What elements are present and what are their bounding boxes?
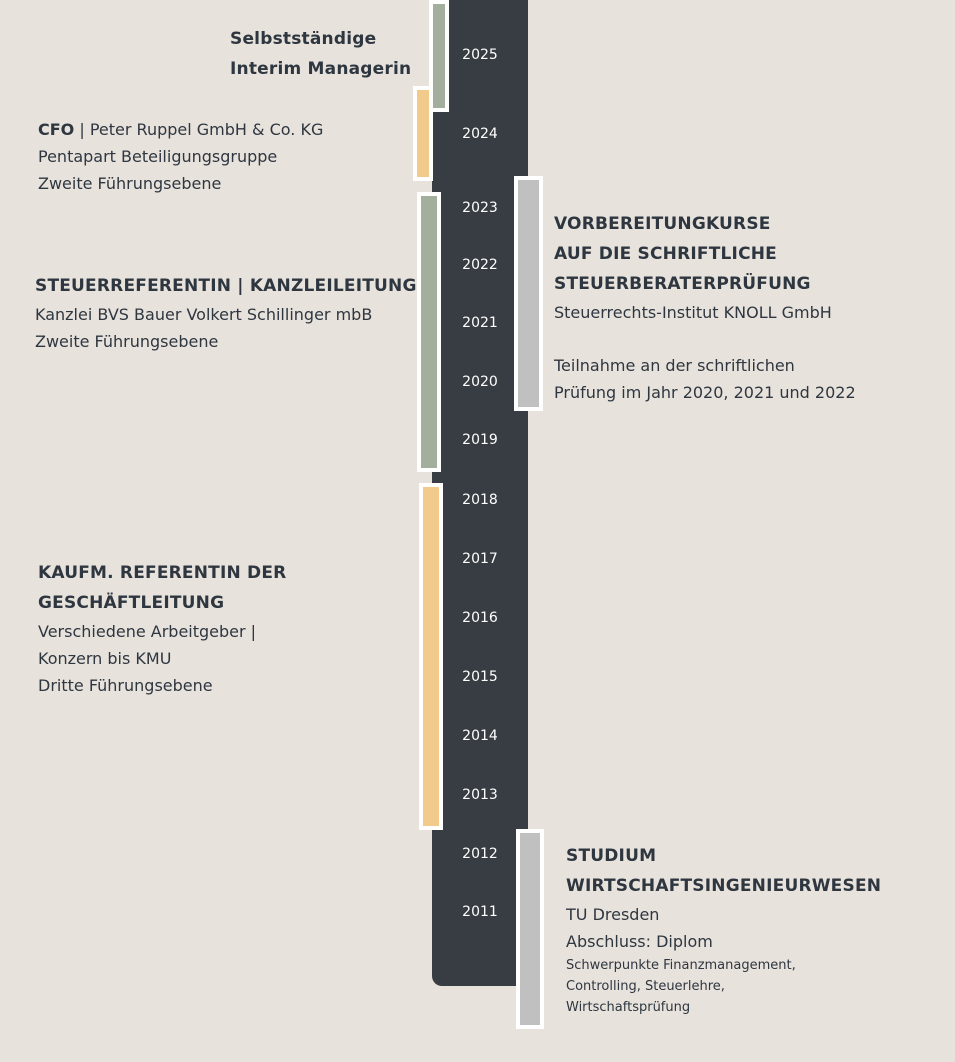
entry-line: Kanzlei BVS Bauer Volkert Schillinger mbB [35,305,373,324]
entry-detail: Wirtschaftsprüfung [566,1000,691,1015]
entry-title: WIRTSCHAFTSINGENIEURWESEN [566,876,882,896]
entry-line: Teilnahme an der schriftlichen [554,356,795,375]
entry-line: Steuerrechts-Institut KNOLL GmbH [554,303,832,322]
year-2012: 2012 [462,846,498,862]
year-2015: 2015 [462,669,498,685]
year-2022: 2022 [462,257,498,273]
entry-cfo [38,116,323,197]
year-2013: 2013 [462,787,498,803]
entry-title: GESCHÄFTLEITUNG [38,593,225,613]
entry-studium [566,841,881,1018]
entry-title: AUF DIE SCHRIFTLICHE [554,244,777,264]
entry-line: Zweite Führungsebene [35,332,219,351]
year-2024: 2024 [462,126,498,142]
entry-title: KAUFM. REFERENTIN DER [38,563,287,583]
entry-line: Abschluss: Diplom [566,932,713,951]
entry-company: | Peter Ruppel GmbH & Co. KG [74,120,324,139]
entry-title: CFO [38,120,75,139]
entry-line: Zweite Führungsebene [38,174,222,193]
year-2025: 2025 [462,47,498,63]
entry-line: Verschiedene Arbeitgeber | [38,622,257,641]
entry-line: TU Dresden [566,905,660,924]
entry-line: Konzern bis KMU [38,649,172,668]
entry-title: Selbstständige [230,29,377,49]
entry-interim [230,24,411,84]
bar-vorbereitungskurse [514,176,543,411]
entry-title: VORBEREITUNGKURSE [554,214,771,234]
entry-title: Interim Managerin [230,59,412,79]
entry-steuerreferentin [35,271,417,355]
entry-line: Dritte Führungsebene [38,676,213,695]
bar-steuerreferentin [417,192,441,472]
entry-line: Prüfung im Jahr 2020, 2021 und 2022 [554,383,856,402]
year-2018: 2018 [462,492,498,508]
year-2019: 2019 [462,432,498,448]
entry-line: Pentapart Beteiligungsgruppe [38,147,278,166]
bar-kaufm-referentin [419,483,443,830]
year-2016: 2016 [462,610,498,626]
year-2020: 2020 [462,374,498,390]
entry-detail: Controlling, Steuerlehre, [566,979,725,994]
year-2014: 2014 [462,728,498,744]
bar-studium [516,829,544,1029]
year-2023: 2023 [462,200,498,216]
bar-cfo [413,86,433,181]
entry-title: STEUERREFERENTIN | KANZLEILEITUNG [35,276,417,296]
year-2021: 2021 [462,315,498,331]
entry-title: STEUERBERATERPRÜFUNG [554,274,811,294]
entry-title: STUDIUM [566,846,657,866]
entry-vorbereitungskurse [554,209,856,406]
entry-kaufm-referentin [38,558,286,699]
year-2011: 2011 [462,904,498,920]
year-2017: 2017 [462,551,498,567]
entry-detail: Schwerpunkte Finanzmanagement, [566,958,796,973]
